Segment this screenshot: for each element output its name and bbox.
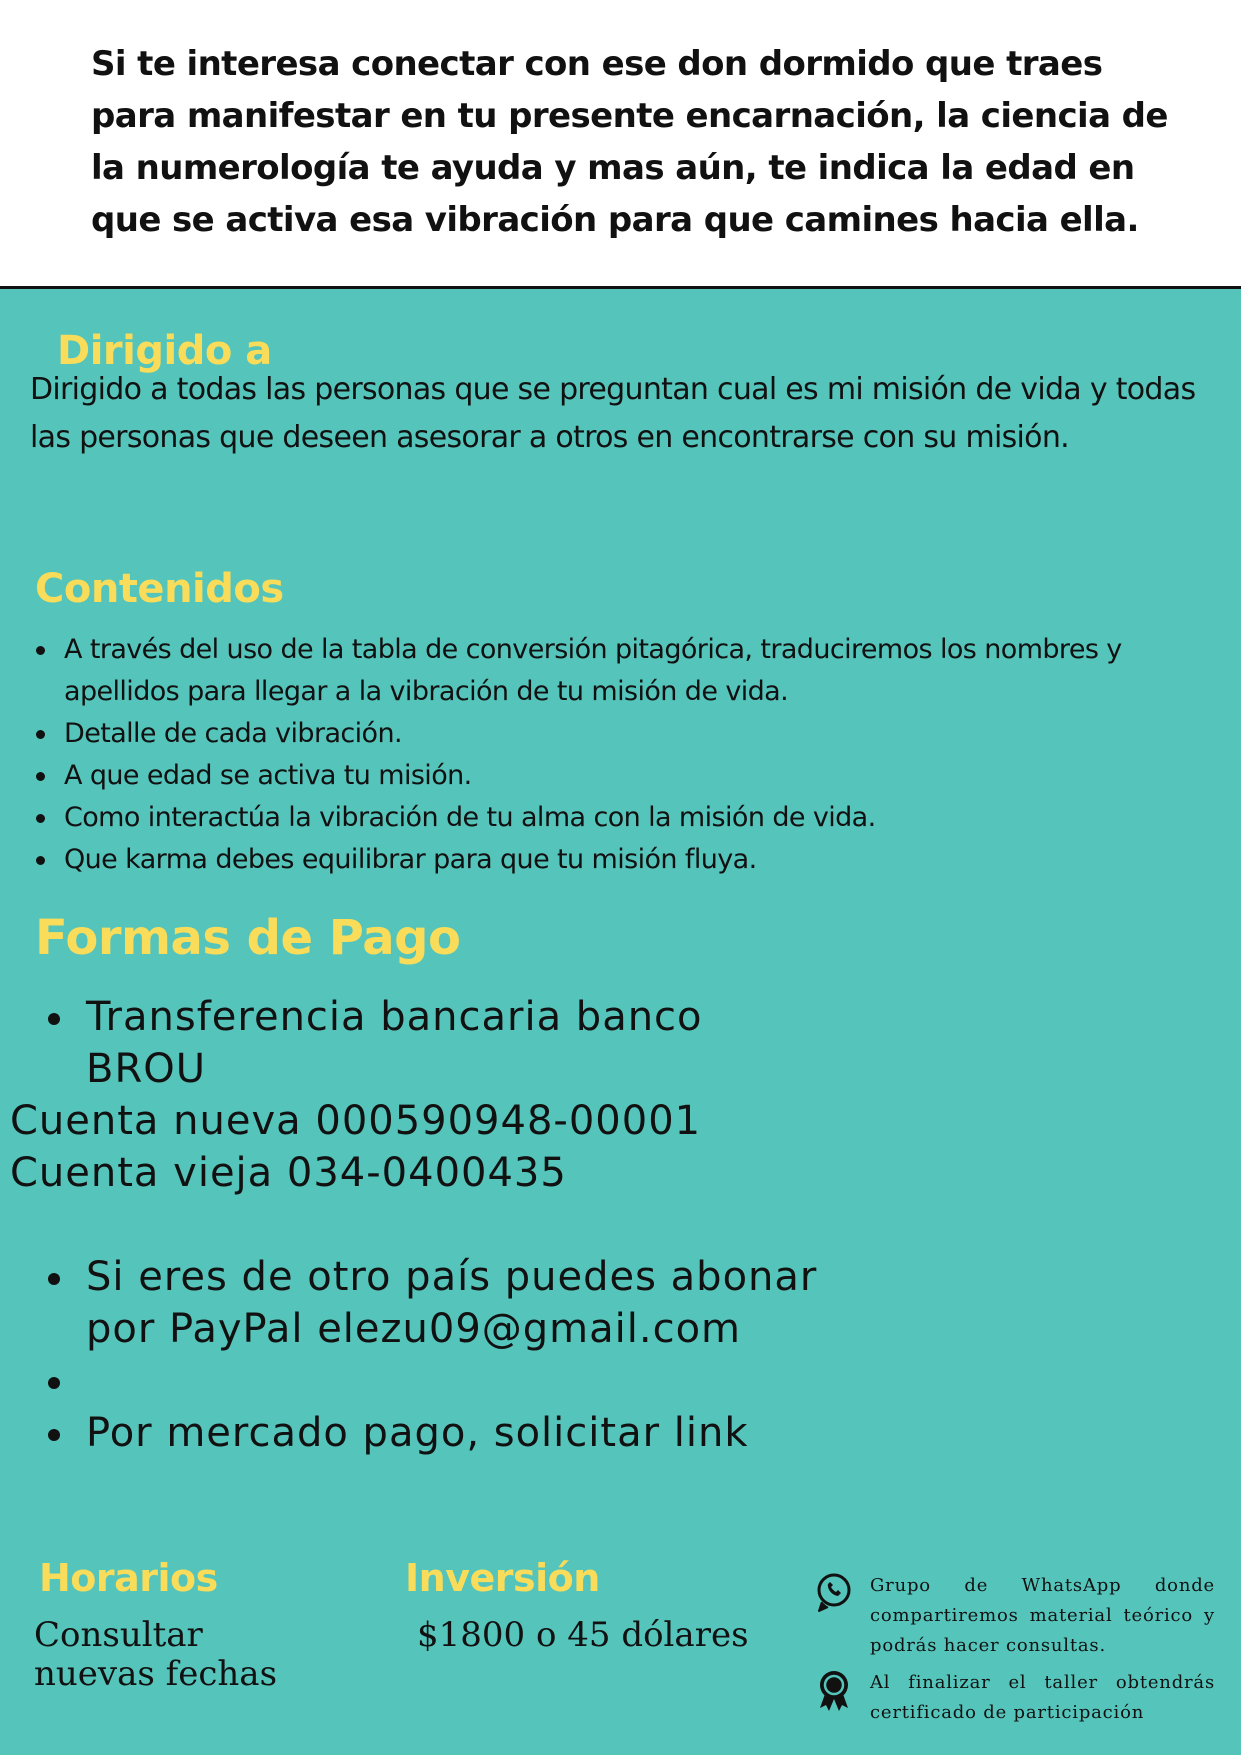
investment-heading: Inversión	[405, 1556, 600, 1600]
payment-item-mercadopago: Por mercado pago, solicitar link	[34, 1407, 854, 1459]
award-ribbon-icon	[815, 1668, 853, 1712]
payment-item-paypal: Si eres de otro país puedes abonar por PayPal elezu09@gmail.com	[34, 1251, 854, 1355]
account-new: Cuenta nueva 000590948-00001	[10, 1098, 702, 1144]
payment-item-empty	[34, 1355, 854, 1407]
whatsapp-benefit	[815, 1571, 1215, 1667]
schedule-text: Consultar nuevas fechas	[34, 1615, 278, 1694]
certificate-benefit-text: Al finalizar el taller obtendrás certificado de participación	[870, 1672, 1215, 1723]
payment-list-other	[34, 1251, 854, 1459]
contents-item: Detalle de cada vibración.	[34, 713, 1224, 755]
contents-item: Como interactúa la vibración de tu alma con la misión de vida.	[34, 797, 1224, 839]
info-panel	[0, 289, 1241, 1755]
schedule-heading: Horarios	[39, 1556, 218, 1600]
intro-text: Si te interesa conectar con ese don dormido que traes para manifestar en tu presente encarnación, la ciencia de la numerología te ayuda y mas aún, te indica la edad en que se activa esa vibración para que camines hacia ella.	[91, 44, 1168, 240]
audience-text: Dirigido a todas las personas que se preguntan cual es mi misión de vida y todas las personas que deseen asesorar a otros en encontrarse con su misión.	[30, 372, 1196, 455]
account-old: Cuenta vieja 034-0400435	[10, 1150, 567, 1196]
audience-heading: Dirigido a	[57, 328, 272, 374]
contents-item: Que karma debes equilibrar para que tu misión fluya.	[34, 839, 1224, 881]
contents-heading: Contenidos	[35, 566, 284, 612]
whatsapp-benefit-text: Grupo de WhatsApp donde compartiremos material teórico y podrás hacer consultas.	[870, 1575, 1215, 1656]
investment-text: $1800 o 45 dólares	[417, 1615, 749, 1655]
contents-item: A través del uso de la tabla de conversión pitagórica, traduciremos los nombres y apellidos para llegar a la vibración de tu misión de vida.	[34, 629, 1224, 713]
intro-section	[0, 0, 1241, 289]
whatsapp-icon	[815, 1571, 853, 1615]
payment-heading: Formas de Pago	[35, 910, 461, 966]
contents-list	[34, 629, 1224, 881]
contents-item: A que edad se activa tu misión.	[34, 755, 1224, 797]
payment-item-bank: Transferencia bancaria banco BROU	[34, 991, 754, 1095]
certificate-benefit	[815, 1668, 1215, 1734]
account-numbers	[10, 1095, 701, 1199]
payment-list-bank	[34, 991, 754, 1095]
